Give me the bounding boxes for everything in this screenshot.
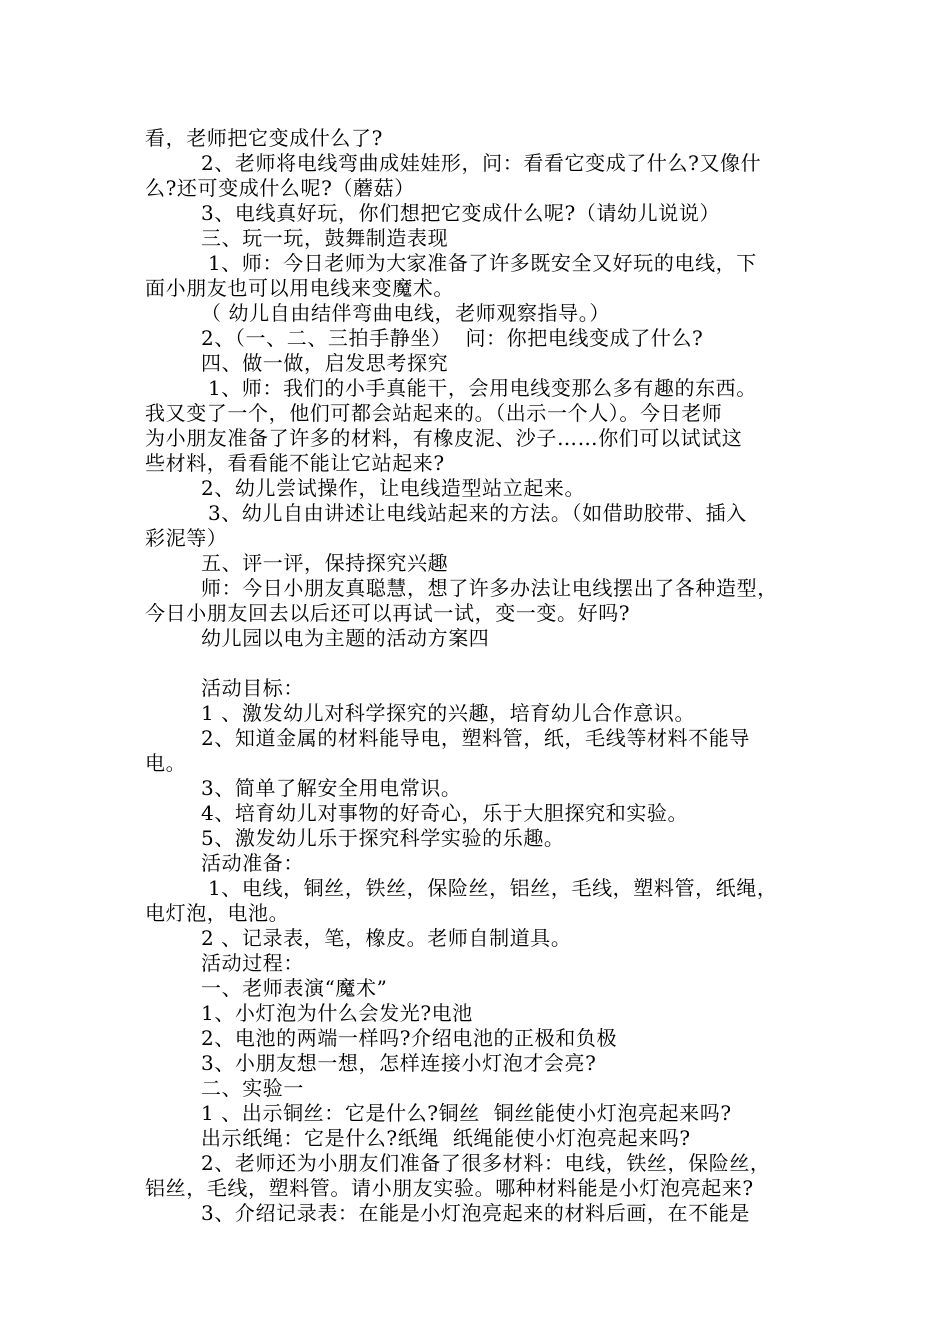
text-line: 3、幼儿自由讲述让电线站起来的方法。（如借助胶带、插入 — [201, 501, 747, 525]
text-line: 我又变了一个，他们可都会站起来的。（出示一个人）。今日老师 — [145, 401, 723, 425]
section-heading: 二、实验一 — [201, 1076, 304, 1100]
section-heading: 四、做一做，启发思考探究 — [201, 351, 449, 375]
text-line: 5、激发幼儿乐于探究科学实验的乐趣。 — [201, 826, 565, 850]
text-line: 彩泥等） — [145, 526, 228, 550]
text-line: 今日小朋友回去以后还可以再试一试，变一变。好吗? — [145, 601, 631, 625]
text-line: 师：今日小朋友真聪慧，想了许多办法让电线摆出了各种造型， — [201, 576, 778, 600]
text-line: 1、小灯泡为什么会发光?电池 — [201, 1001, 473, 1025]
text-line: 4、培育幼儿对事物的好奇心，乐于大胆探究和实验。 — [201, 801, 689, 825]
text-line: 3、介绍记录表：在能是小灯泡亮起来的材料后画，在不能是 — [201, 1201, 750, 1225]
text-line: 1、电线，铜丝，铁丝，保险丝，铝丝，毛线，塑料管，纸绳， — [201, 876, 778, 900]
text-line: 2、电池的两端一样吗?介绍电池的正极和负极 — [201, 1026, 618, 1050]
document-subtitle: 幼儿园以电为主题的活动方案四 — [201, 626, 490, 650]
text-line: 1 、出示铜丝：它是什么?铜丝 铜丝能使小灯泡亮起来吗? — [201, 1101, 732, 1125]
text-line: 2、老师还为小朋友们准备了很多材料：电线，铁丝，保险丝， — [201, 1151, 771, 1175]
text-line: 为小朋友准备了许多的材料，有橡皮泥、沙子……你们可以试试这 — [145, 426, 743, 450]
text-line: 2 、记录表，笔，橡皮。老师自制道具。 — [201, 926, 572, 950]
text-line: 2、幼儿尝试操作，让电线造型站立起来。 — [201, 476, 586, 500]
text-line: 么?还可变成什么呢?（蘑菇） — [145, 176, 415, 200]
text-line: 2、知道金属的材料能导电，塑料管，纸，毛线等材料不能导 — [201, 726, 750, 750]
section-heading: 五、评一评，保持探究兴趣 — [201, 551, 449, 575]
text-line: 出示纸绳：它是什么?纸绳 纸绳能使小灯泡亮起来吗? — [201, 1126, 691, 1150]
text-line: 3、电线真好玩，你们想把它变成什么呢?（请幼儿说说） — [201, 201, 721, 225]
text-line: 1、师：我们的小手真能干，会用电线变那么多有趣的东西。 — [201, 376, 757, 400]
text-line: 些材料，看看能不能让它站起来? — [145, 451, 445, 475]
text-line: 面小朋友也可以用电线来变魔术。 — [145, 276, 454, 300]
text-line: 2、（一、二、三拍手静坐） 问：你把电线变成了什么? — [201, 326, 704, 350]
text-line: （ 幼儿自由结伴弯曲电线，老师观察指导。） — [201, 301, 610, 325]
section-heading: 一、老师表演“魔术” — [201, 976, 388, 1000]
text-line: 3、简单了解安全用电常识。 — [201, 776, 462, 800]
section-heading: 活动过程： — [201, 951, 304, 975]
text-line: 1 、激发幼儿对科学探究的兴趣，培育幼儿合作意识。 — [201, 701, 696, 725]
text-line: 2、老师将电线弯曲成娃娃形，问：看看它变成了什么?又像什 — [201, 151, 762, 175]
text-line: 看，老师把它变成什么了? — [145, 126, 383, 150]
text-line: 3、小朋友想一想，怎样连接小灯泡才会亮? — [201, 1051, 597, 1075]
text-line: 铝丝，毛线，塑料管。请小朋友实验。哪种材料能是小灯泡亮起来? — [145, 1176, 754, 1200]
section-heading: 三、玩一玩，鼓舞制造表现 — [201, 226, 449, 250]
text-line: 电。 — [145, 751, 187, 775]
section-heading: 活动准备： — [201, 851, 304, 875]
text-line: 1、师：今日老师为大家准备了许多既安全又好玩的电线，下 — [201, 251, 757, 275]
section-heading: 活动目标： — [201, 676, 304, 700]
text-line: 电灯泡，电池。 — [145, 901, 290, 925]
